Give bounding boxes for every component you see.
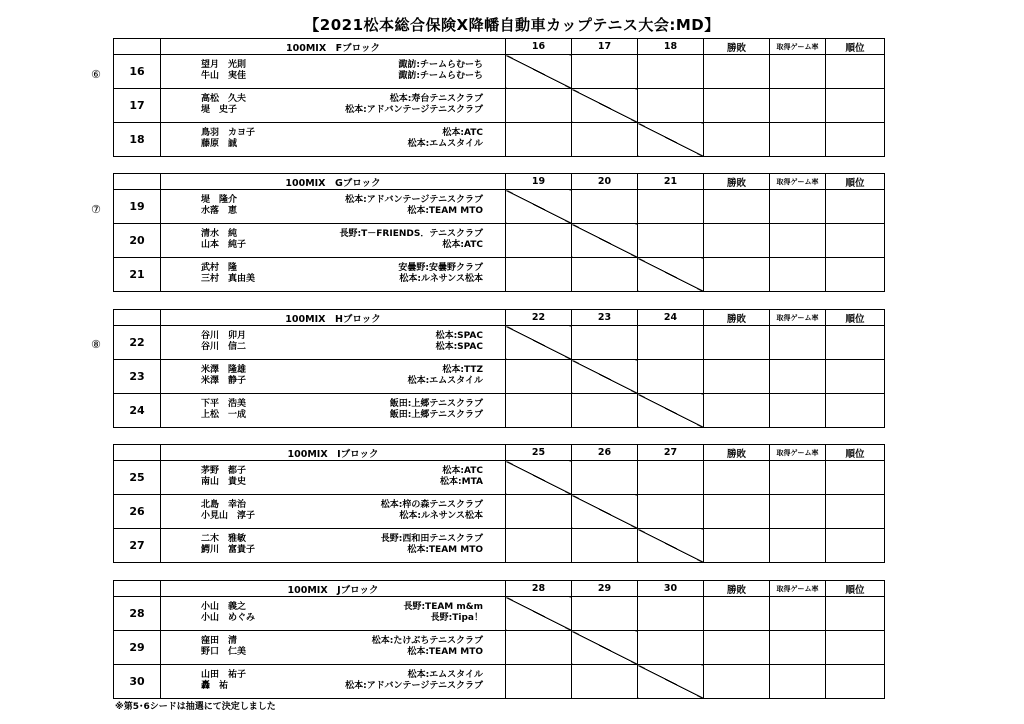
player-clubs: 長野:TEAM m&m 長野:Tipa！: [403, 602, 483, 623]
result-cell: [572, 326, 638, 360]
rank-cell: [826, 190, 885, 224]
seed-marker: ⑥: [91, 68, 101, 81]
result-cell: [638, 360, 704, 394]
table-row: [114, 360, 885, 394]
result-cell: [572, 394, 638, 428]
table-row: [114, 326, 885, 360]
game-rate-cell: [770, 360, 826, 394]
entry-number: 20: [114, 224, 161, 258]
result-cell: [506, 123, 572, 157]
self-match-cell: [638, 529, 704, 563]
opponent-column-header: 29: [572, 581, 638, 597]
win-loss-cell: [704, 360, 770, 394]
result-cell: [638, 461, 704, 495]
player-names: 望月 光則 牛山 実佳: [201, 60, 247, 81]
win-loss-cell: [704, 89, 770, 123]
game-rate-header: 取得ゲーム率: [770, 581, 826, 597]
pair-cell: [161, 461, 506, 495]
win-loss-cell: [704, 529, 770, 563]
block-name: 100MIX Jブロック: [161, 581, 506, 597]
result-cell: [572, 123, 638, 157]
pair-cell: [161, 224, 506, 258]
self-match-cell: [572, 495, 638, 529]
result-cell: [506, 529, 572, 563]
self-match-cell: [506, 597, 572, 631]
table-row: [114, 529, 885, 563]
result-cell: [506, 258, 572, 292]
result-cell: [572, 461, 638, 495]
rank-cell: [826, 529, 885, 563]
opponent-column-header: 18: [638, 39, 704, 55]
block-header-row: [114, 581, 885, 597]
opponent-column-header: 30: [638, 581, 704, 597]
table-row: [114, 190, 885, 224]
player-names: 北島 幸治 小見山 淳子: [201, 500, 256, 521]
rank-cell: [826, 495, 885, 529]
pair-cell: [161, 326, 506, 360]
result-cell: [506, 631, 572, 665]
result-cell: [572, 258, 638, 292]
table-row: [114, 123, 885, 157]
game-rate-cell: [770, 394, 826, 428]
opponent-column-header: 21: [638, 174, 704, 190]
player-names: 二木 雅敏 鰐川 富貴子: [201, 534, 256, 555]
block-table: [113, 580, 884, 699]
self-match-cell: [506, 190, 572, 224]
win-loss-cell: [704, 597, 770, 631]
table-row: [114, 631, 885, 665]
player-clubs: 松本:寿台テニスクラブ 松本:アドバンテージテニスクラブ: [345, 94, 483, 115]
seed-marker: ⑦: [91, 203, 101, 216]
rank-cell: [826, 224, 885, 258]
opponent-column-header: 28: [506, 581, 572, 597]
entry-number: 24: [114, 394, 161, 428]
game-rate-cell: [770, 326, 826, 360]
win-loss-cell: [704, 55, 770, 89]
pair-cell: [161, 631, 506, 665]
player-clubs: 松本:アドバンテージテニスクラブ 松本:TEAM MTO: [345, 195, 483, 216]
player-names: 米澤 隆雄 米澤 静子: [201, 365, 247, 386]
self-match-cell: [506, 55, 572, 89]
player-names: 鳥羽 カヨ子 藤原 誠: [201, 128, 256, 149]
win-loss-cell: [704, 224, 770, 258]
win-loss-cell: [704, 123, 770, 157]
game-rate-header: 取得ゲーム率: [770, 174, 826, 190]
pair-cell: [161, 495, 506, 529]
result-cell: [506, 224, 572, 258]
win-loss-header: 勝敗: [704, 445, 770, 461]
player-clubs: 松本:SPAC 松本:SPAC: [435, 331, 483, 352]
opponent-column-header: 25: [506, 445, 572, 461]
entry-number: 23: [114, 360, 161, 394]
pair-cell: [161, 89, 506, 123]
table-row: [114, 89, 885, 123]
self-match-cell: [638, 394, 704, 428]
win-loss-cell: [704, 631, 770, 665]
game-rate-cell: [770, 190, 826, 224]
win-loss-cell: [704, 665, 770, 699]
player-clubs: 諏訪:チームらむーち 諏訪:チームらむーち: [398, 60, 483, 81]
rank-header: 順位: [826, 310, 885, 326]
rank-cell: [826, 55, 885, 89]
game-rate-cell: [770, 258, 826, 292]
rank-cell: [826, 123, 885, 157]
result-cell: [638, 597, 704, 631]
pair-cell: [161, 394, 506, 428]
block-table: [113, 173, 884, 292]
block-name: 100MIX Fブロック: [161, 39, 506, 55]
header-blank: [114, 174, 161, 190]
result-cell: [638, 89, 704, 123]
game-rate-cell: [770, 665, 826, 699]
rank-cell: [826, 394, 885, 428]
table-row: [114, 224, 885, 258]
pair-cell: [161, 55, 506, 89]
player-names: 堤 隆介 水落 恵: [201, 195, 238, 216]
result-cell: [572, 665, 638, 699]
entry-number: 18: [114, 123, 161, 157]
result-cell: [506, 665, 572, 699]
block-header-row: [114, 39, 885, 55]
pair-cell: [161, 529, 506, 563]
result-cell: [638, 326, 704, 360]
player-clubs: 松本:エムスタイル 松本:アドバンテージテニスクラブ: [345, 670, 483, 691]
player-clubs: 松本:梓の森テニスクラブ 松本:ルネサンス松本: [380, 500, 483, 521]
result-cell: [506, 360, 572, 394]
player-names: 谷川 卯月 谷川 信二: [201, 331, 247, 352]
player-names: 清水 純 山本 純子: [201, 229, 247, 250]
header-blank: [114, 39, 161, 55]
opponent-column-header: 16: [506, 39, 572, 55]
win-loss-cell: [704, 326, 770, 360]
self-match-cell: [572, 631, 638, 665]
opponent-column-header: 20: [572, 174, 638, 190]
block-header-row: [114, 174, 885, 190]
table-row: [114, 665, 885, 699]
block-name: 100MIX Iブロック: [161, 445, 506, 461]
pair-cell: [161, 258, 506, 292]
entry-number: 19: [114, 190, 161, 224]
entry-number: 16: [114, 55, 161, 89]
entry-number: 25: [114, 461, 161, 495]
rank-header: 順位: [826, 445, 885, 461]
game-rate-cell: [770, 224, 826, 258]
player-names: 茅野 都子 南山 貴史: [201, 466, 247, 487]
result-cell: [506, 394, 572, 428]
table-row: [114, 461, 885, 495]
opponent-column-header: 26: [572, 445, 638, 461]
result-cell: [638, 631, 704, 665]
block-table: [113, 444, 884, 563]
entry-number: 29: [114, 631, 161, 665]
rank-cell: [826, 631, 885, 665]
result-cell: [572, 529, 638, 563]
header-blank: [114, 310, 161, 326]
win-loss-cell: [704, 394, 770, 428]
rank-cell: [826, 665, 885, 699]
seed-marker: ⑧: [91, 338, 101, 351]
result-cell: [506, 495, 572, 529]
game-rate-cell: [770, 55, 826, 89]
header-blank: [114, 581, 161, 597]
game-rate-cell: [770, 89, 826, 123]
result-cell: [638, 55, 704, 89]
win-loss-cell: [704, 461, 770, 495]
footnote: ※第5･6シードは抽選にて決定しました: [115, 702, 276, 712]
game-rate-cell: [770, 529, 826, 563]
self-match-cell: [506, 326, 572, 360]
win-loss-header: 勝敗: [704, 39, 770, 55]
self-match-cell: [506, 461, 572, 495]
player-names: 山田 祐子 轟 祐: [201, 670, 247, 691]
block-header-row: [114, 310, 885, 326]
opponent-column-header: 22: [506, 310, 572, 326]
player-clubs: 長野:西和田テニスクラブ 松本:TEAM MTO: [380, 534, 483, 555]
rank-cell: [826, 461, 885, 495]
game-rate-cell: [770, 461, 826, 495]
entry-number: 17: [114, 89, 161, 123]
player-clubs: 松本:ATC 松本:MTA: [440, 466, 483, 487]
game-rate-cell: [770, 631, 826, 665]
game-rate-header: 取得ゲーム率: [770, 445, 826, 461]
self-match-cell: [638, 123, 704, 157]
block-name: 100MIX Gブロック: [161, 174, 506, 190]
player-names: 高松 久夫 堤 史子: [201, 94, 247, 115]
player-clubs: 飯田:上郷テニスクラブ 飯田:上郷テニスクラブ: [389, 399, 483, 420]
pair-cell: [161, 123, 506, 157]
result-cell: [572, 55, 638, 89]
win-loss-cell: [704, 190, 770, 224]
game-rate-header: 取得ゲーム率: [770, 310, 826, 326]
player-names: 小山 義之 小山 めぐみ: [201, 602, 256, 623]
rank-header: 順位: [826, 174, 885, 190]
player-names: 武村 隆 三村 真由美: [201, 263, 256, 284]
self-match-cell: [572, 224, 638, 258]
result-cell: [638, 224, 704, 258]
player-clubs: 長野:T－FRIENDS．テニスクラブ 松本:ATC: [339, 229, 483, 250]
win-loss-cell: [704, 495, 770, 529]
player-clubs: 松本:たけぶちテニスクラブ 松本:TEAM MTO: [371, 636, 483, 657]
self-match-cell: [638, 258, 704, 292]
rank-cell: [826, 597, 885, 631]
pair-cell: [161, 360, 506, 394]
block-header-row: [114, 445, 885, 461]
game-rate-cell: [770, 495, 826, 529]
game-rate-cell: [770, 597, 826, 631]
result-cell: [506, 89, 572, 123]
result-cell: [638, 495, 704, 529]
opponent-column-header: 27: [638, 445, 704, 461]
player-clubs: 松本:ATC 松本:エムスタイル: [407, 128, 483, 149]
table-row: [114, 394, 885, 428]
player-clubs: 松本:TTZ 松本:エムスタイル: [407, 365, 483, 386]
rank-cell: [826, 326, 885, 360]
rank-cell: [826, 360, 885, 394]
player-names: 下平 浩美 上松 一成: [201, 399, 247, 420]
player-clubs: 安曇野:安曇野クラブ 松本:ルネサンス松本: [398, 263, 483, 284]
table-row: [114, 495, 885, 529]
self-match-cell: [638, 665, 704, 699]
block-table: [113, 38, 884, 157]
pair-cell: [161, 665, 506, 699]
table-row: [114, 55, 885, 89]
pair-cell: [161, 597, 506, 631]
win-loss-header: 勝敗: [704, 310, 770, 326]
game-rate-cell: [770, 123, 826, 157]
win-loss-header: 勝敗: [704, 581, 770, 597]
entry-number: 28: [114, 597, 161, 631]
entry-number: 22: [114, 326, 161, 360]
self-match-cell: [572, 89, 638, 123]
opponent-column-header: 19: [506, 174, 572, 190]
pair-cell: [161, 190, 506, 224]
block-name: 100MIX Hブロック: [161, 310, 506, 326]
self-match-cell: [572, 360, 638, 394]
rank-header: 順位: [826, 581, 885, 597]
game-rate-header: 取得ゲーム率: [770, 39, 826, 55]
opponent-column-header: 23: [572, 310, 638, 326]
result-cell: [638, 190, 704, 224]
result-cell: [572, 190, 638, 224]
player-names: 窪田 清 野口 仁美: [201, 636, 247, 657]
header-blank: [114, 445, 161, 461]
entry-number: 30: [114, 665, 161, 699]
opponent-column-header: 17: [572, 39, 638, 55]
rank-cell: [826, 89, 885, 123]
entry-number: 21: [114, 258, 161, 292]
entry-number: 26: [114, 495, 161, 529]
table-row: [114, 258, 885, 292]
win-loss-cell: [704, 258, 770, 292]
rank-header: 順位: [826, 39, 885, 55]
block-table: [113, 309, 884, 428]
page-title: 【2021松本総合保険X降幡自動車カップテニス大会:MD】: [304, 16, 720, 34]
rank-cell: [826, 258, 885, 292]
result-cell: [572, 597, 638, 631]
win-loss-header: 勝敗: [704, 174, 770, 190]
opponent-column-header: 24: [638, 310, 704, 326]
entry-number: 27: [114, 529, 161, 563]
table-row: [114, 597, 885, 631]
